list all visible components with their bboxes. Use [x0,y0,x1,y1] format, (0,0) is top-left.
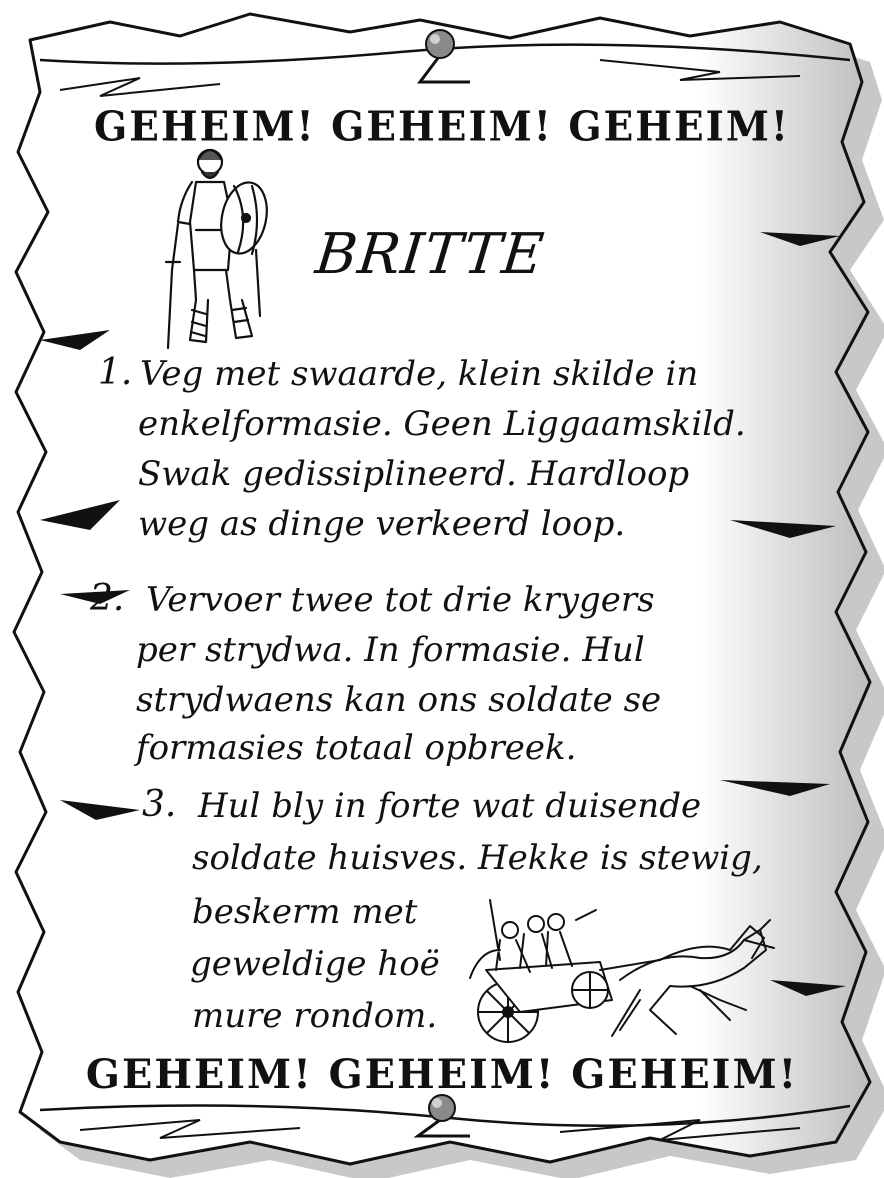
item-number: 2. [90,578,125,619]
item-line: Veg met swaarde, klein skilde in [140,354,699,394]
item-line: beskerm met [192,892,418,932]
item-line: mure rondom. [192,996,438,1036]
item-number: 1. [98,352,133,393]
item-line: soldate huisves. Hekke is stewig, [192,838,763,878]
item-line: Swak gedissiplineerd. Hardloop [138,454,690,494]
secret-banner-top: GEHEIM! GEHEIM! GEHEIM! [93,102,790,152]
item-line: Vervoer twee tot drie krygers [146,580,655,620]
item-number: 3. [142,784,177,825]
page-title: BRITTE [312,222,548,287]
item-line: weg as dinge verkeerd loop. [138,504,626,544]
item-line: formasies totaal opbreek. [136,728,577,768]
secret-banner-bottom: GEHEIM! GEHEIM! GEHEIM! [85,1052,799,1098]
item-line: strydwaens kan ons soldate se [136,680,662,720]
item-line: Hul bly in forte wat duisende [198,786,702,826]
item-line: geweldige hoë [190,944,440,984]
item-line: enkelformasie. Geen Liggaamskild. [138,404,746,444]
item-line: per strydwa. In formasie. Hul [136,630,645,670]
